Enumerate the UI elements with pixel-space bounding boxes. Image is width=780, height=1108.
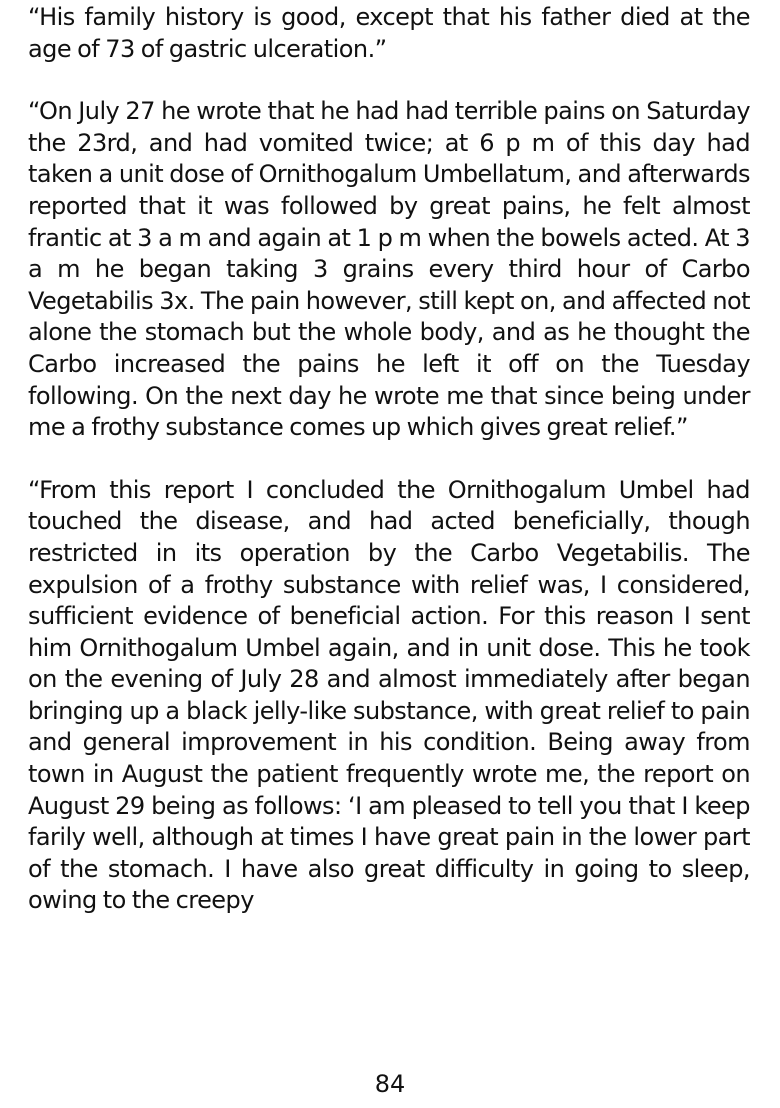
paragraph-conclusion: “From this report I concluded the Ornithogalum Umbel had touched the disease, and had acted beneficially, though restricted in its operation by the Carbo Vegetabilis. The expulsion of a frothy substance with relief was, I considered, sufficient evidence of beneficial action. For this reason I sent him Ornithogalum Umbel again, and in unit dose. This he took on the evening of July 28 and almost immediately after began bringing up a black jelly-like substance, with great relief to pain and general improvement in his condition. Being away from town in August the patient frequently wrote me, the report on August 29 being as follows: ‘I am pleased to tell you that I keep farily well, although at times I have great pain in the lower part of the stomach. I have also great difficulty in going to sleep, owing to the creepy bbox=[28, 475, 750, 915]
paragraph-family-history: “His family history is good, except that his father died at the age of 73 of gastric ulceration.” bbox=[28, 3, 750, 63]
page-number: 84 bbox=[374, 1070, 406, 1098]
paragraph-july-27-report: “On July 27 he wrote that he had had terrible pains on Saturday the 23rd, and had vomited twice; at 6 p m of this day had taken a unit dose of Ornithogalum Umbellatum, and afterwards reported that it was followed by great pains, he felt almost frantic at 3 a m and again at 1 p m when the bowels acted. At 3 a m he began taking 3 grains every third hour of Carbo Vegetabilis 3x. The pain however, still kept on, and affected not alone the stomach but the whole body, and as he thought the Carbo increased the pains he left it off on the Tuesday following. On the next day he wrote me that since being under me a frothy substance comes up which gives great relief.” bbox=[28, 97, 750, 442]
page-body bbox=[28, 2, 750, 917]
